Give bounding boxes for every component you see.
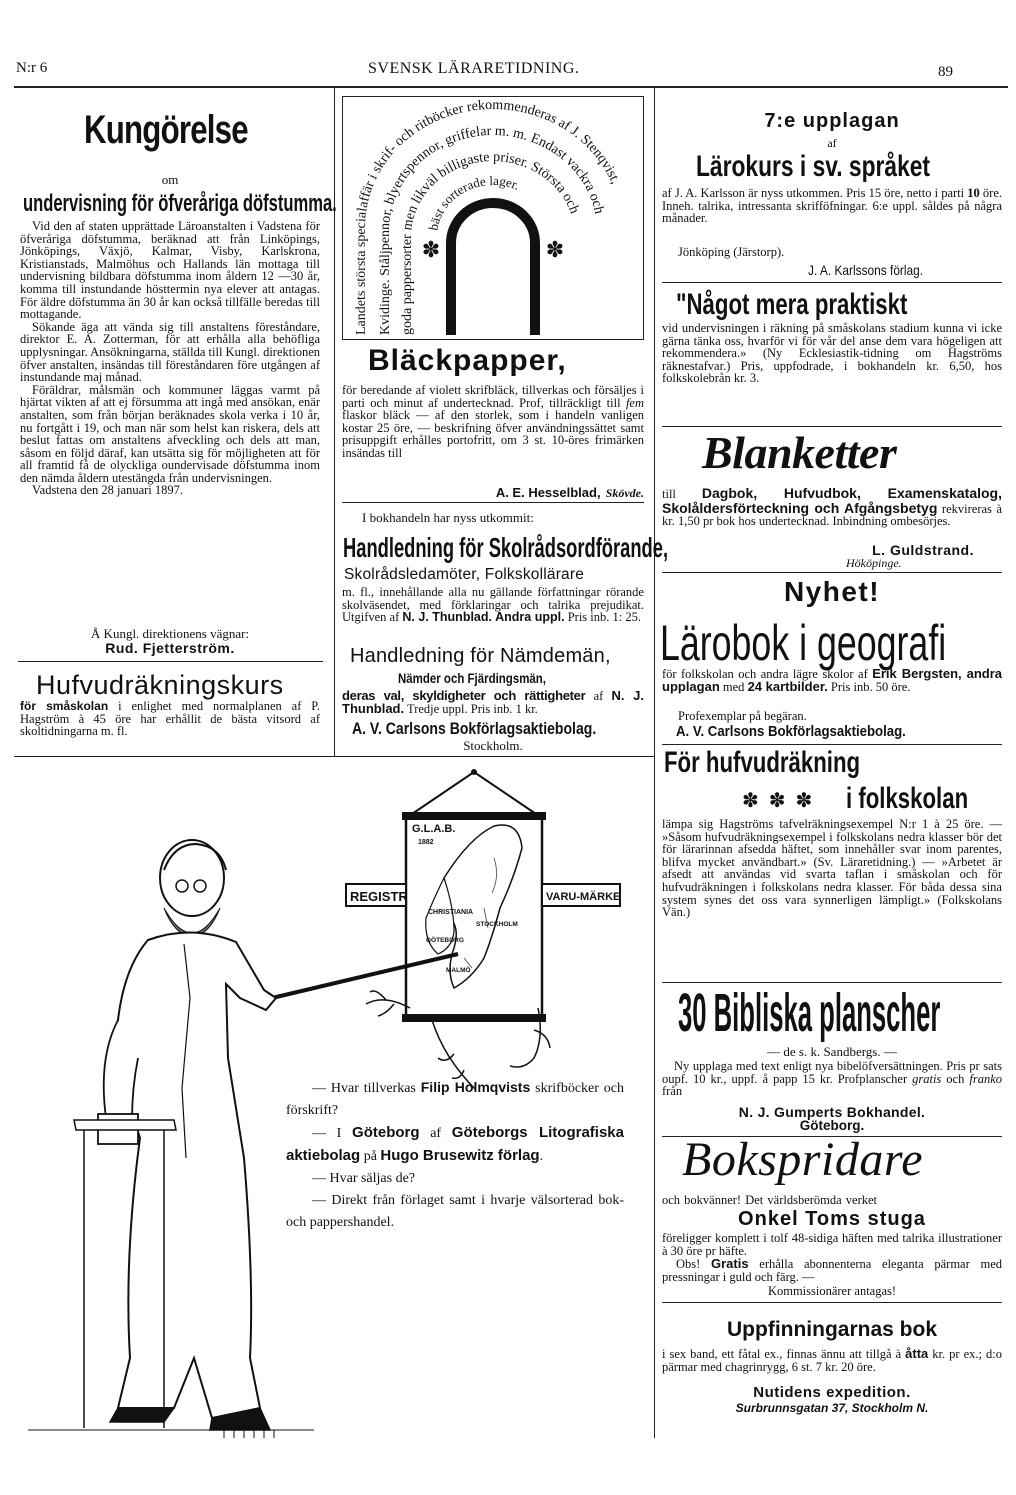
handledning-text-2 bbox=[342, 690, 644, 715]
uppfinningarnas-atta: åtta bbox=[905, 1346, 929, 1361]
kungorelse-paragraph-1: Vid den af staten upprättade Läroanstalten i Vadstena för öfveråriga döfstumma, beräknad att från Linköpings, Jönköpings, Växjö, Kalmar, Visby, Karlskrona, Kristianstads, Malmöhus och Hallands län mottaga till undervisning bildbara döfstumma inom åldern 12 —30 år, komma till instundande hösttermin nya elever att antagas. För äldre döfstumma än 30 år kan också tillfälle beredas till mottagande. bbox=[20, 219, 320, 322]
kungorelse-rule bbox=[18, 661, 323, 662]
dialogue-q1-name: Filip Holmqvists bbox=[420, 1079, 531, 1095]
hufvudrakningskurs-rest: i enlighet med normalplanen af P. Hagström à 45 öre har erhållit de bästa vitsord af skoltidningarna m. fl. bbox=[20, 699, 320, 739]
dialogue-q1: — Hvar tillverkas bbox=[312, 1081, 421, 1096]
bibliska-body: Ny upplaga med text enligt nya bibelöfversättningen. Pris pr sats oupf. 10 kr., uppf. å papp 15 kr. Profplanscher bbox=[662, 1059, 1002, 1086]
kungorelse-om: om bbox=[161, 172, 179, 187]
kungorelse-paragraph-2: Sökande äga att vända sig till anstaltens föreståndare, direktor E. A. Zotterman, för att erhålla alla behöfliga upplysningar. Ansökningarna, ställda till Kungl. direktionen öfver anstalten, insändas till föreståndaren före utgången af instundande maj månad. bbox=[20, 319, 320, 385]
blanketter-text bbox=[662, 486, 1002, 528]
nail bbox=[471, 769, 477, 775]
dialogue-a1-pa: på bbox=[360, 1149, 381, 1164]
blackpapper-signature bbox=[342, 482, 644, 501]
hufvudrakning-text: lämpa sig Hagströms tafvelräkningsexempel N:r 1 à 25 öre. — »Såsom hufvudräkningsexempel i folkskolans nedra klasser bör det för lärarinnan afsedda häftet, som innehåller svar inom parentes, blifva mycket användbart.» (Sv. Läraretidning.) — »Arbetet är afsedt att användas vid svarta taflan i småskolan och för hufvudräkningen i folkskolans nedra klasser. För båda dessa sina system synes det oss vara synnerligen lämpligt.» (Folkskolans Vän.) bbox=[662, 817, 1002, 920]
board-year: 1882 bbox=[418, 839, 434, 846]
larokurs-netto: 10 bbox=[967, 186, 980, 200]
handledning-title-2: Handledning för Nämdemän, bbox=[350, 645, 611, 667]
map-label-stockholm: STOCKHOLM bbox=[476, 921, 518, 928]
dialogue-a1: — I bbox=[312, 1126, 353, 1141]
dialogue-a1-company: Göteborgs Litografiska aktiebolag bbox=[286, 1124, 624, 1164]
bibliska-text bbox=[662, 1060, 1002, 1098]
map-label-malmo: MALMÖ bbox=[446, 967, 471, 974]
nyhet-title: Nyhet! bbox=[783, 576, 881, 607]
kungorelse-signer: Rud. Fjetterström. bbox=[105, 640, 235, 656]
dialogue-q1-rest: skrifböcker och förskrift? bbox=[286, 1081, 625, 1118]
blackpapper-text bbox=[342, 384, 644, 460]
bokspridare-gratis: Gratis bbox=[711, 1256, 749, 1271]
bibliska-city: Göteborg. bbox=[799, 1118, 865, 1133]
teacher-shoes bbox=[110, 1408, 270, 1430]
nyhet-body-2: med bbox=[719, 679, 748, 694]
blackpapper-signer: A. E. Hesselblad, bbox=[495, 485, 601, 500]
larokurs-rule bbox=[662, 282, 1002, 283]
bokspridare-text-2: föreligger komplett i tolf 48-sidiga häften med talrika illustrationer à 30 öre pr häfte. bbox=[662, 1231, 1002, 1258]
arch-text-center: bäst sorterade lager. bbox=[425, 172, 522, 232]
map-rod-bottom bbox=[402, 1014, 546, 1022]
blanketter-pre: till bbox=[662, 487, 702, 501]
column-rule-2 bbox=[654, 88, 655, 1438]
bibliska-franko: franko bbox=[969, 1071, 1002, 1086]
handledning-text-2c: Tredje uppl. Pris inb. 1 kr. bbox=[404, 701, 538, 716]
bibliska-fran: från bbox=[662, 1084, 683, 1099]
larokurs-text bbox=[662, 187, 1002, 225]
larokurs-publisher: J. A. Karlssons förlag. bbox=[808, 262, 924, 278]
kungorelse-paragraph-3: Föräldrar, målsmän och kommuner läggas varmt på hjärtat vikten af att ej försumma att ingå med ansökan, enär anstalten, som från början beräknades skola verka i 10 år, nu fortgått i 19, och man när som helst kan riskera, dels att beslut fattas om anstaltens afveckling och dels att man, såsom en följd däraf, kan utsätta sig för möjligheten att för all framtid få de olyckliga oundervisade döfstumma inom den nämda åldern utestängda från undervisningen. bbox=[20, 382, 320, 485]
uppfinningarnas-publisher: Nutidens expedition. bbox=[753, 1384, 911, 1401]
dialogue-a1-owner: Hugo Brusewitz förlag bbox=[380, 1147, 540, 1164]
flower-ornament-right-icon: ✽ bbox=[545, 238, 565, 263]
dialogue-a1-city: Göteborg bbox=[352, 1124, 420, 1141]
blanketter-place: Hököpinge. bbox=[846, 556, 902, 570]
bokspridare-text-1: och bokvänner! Det världsberömda verket bbox=[662, 1193, 878, 1207]
map-label-goteborg: GÖTEBORG bbox=[426, 937, 464, 944]
arch-ad-svg bbox=[343, 97, 643, 339]
hufvudrakningskurs-text bbox=[20, 700, 320, 738]
blanketter-rest: rekvireras à kr. 1,50 pr bok hos undertecknad. Inbindning ombesörjes. bbox=[662, 501, 1002, 529]
blackpapper-place: Skövde. bbox=[605, 486, 644, 500]
star-ornament-icon: ✽ bbox=[742, 788, 769, 812]
arch-ad-frame bbox=[342, 96, 644, 340]
journal-title: SVENSK LÄRARETIDNING. bbox=[368, 60, 580, 77]
handledning-text bbox=[342, 586, 644, 624]
board-title: G.L.A.B. bbox=[412, 823, 456, 835]
bokspridare-obs: Obs! bbox=[676, 1257, 712, 1271]
star-ornament-icon: ✽ bbox=[795, 788, 823, 812]
blanketter-rule bbox=[662, 572, 1002, 573]
hufvudrakning-title: För hufvudräkning bbox=[664, 746, 861, 779]
page-number: 89 bbox=[938, 64, 953, 80]
blackpapper-rule bbox=[342, 502, 644, 503]
nyhet-body: för folkskolan och andra lägre skolor af bbox=[662, 667, 873, 681]
nyhet-book: Lärobok i geografi bbox=[660, 615, 947, 671]
uppfinningarnas-address: Surbrunnsgatan 37, Stockholm N. bbox=[735, 1401, 929, 1415]
handledning-price: Pris inb. 1: 25. bbox=[564, 610, 641, 625]
uppfinningarnas-body-2: kr. pr ex.; d:o pärmar med chagrinrygg, 6 st. 7 kr. 20 öre. bbox=[662, 1347, 1002, 1374]
larokurs-body: af J. A. Karlsson är nyss utkommen. Pris 15 öre, netto i parti bbox=[662, 186, 968, 200]
handledning-author: N. J. Thunblad. bbox=[402, 610, 492, 625]
blanketter-signer: L. Guldstrand. bbox=[872, 542, 974, 558]
nyhet-author: Erik Bergsten, andra upplagan bbox=[662, 666, 1002, 694]
branch-left bbox=[366, 991, 410, 1016]
handledning-subtitle: Skolrådsledamöter, Folkskollärare bbox=[344, 566, 585, 583]
handledning-body: m. fl., innehållande alla nu gällande författningar rörande skolväsendet, med förklaringar och talrika prejudikat. Utgifven af bbox=[342, 585, 644, 625]
sign-left-text: REGISTR bbox=[350, 889, 408, 904]
dialogue-question-2: — Hvar säljas de? bbox=[312, 1171, 416, 1186]
bibliska-title: 30 Bibliska planscher bbox=[678, 983, 941, 1043]
arch-text-inner: goda pappersorter men likväl billigaste priser. Största och bbox=[399, 149, 582, 335]
bokspridare-wanted: Kommissionärer antagas! bbox=[767, 1284, 897, 1298]
hufvudrakningskurs-bold: för småskolan bbox=[20, 699, 109, 713]
arch-text-middle: Kvidinge. Ståljpennor, blyertspennor, griffelar m. m. Endast vackra och bbox=[377, 123, 607, 335]
dialogue-a1-mid: af bbox=[419, 1126, 452, 1141]
header-rule bbox=[14, 86, 1008, 88]
bokspridare-text-3 bbox=[662, 1258, 1002, 1283]
dialogue-question-1 bbox=[286, 1076, 624, 1122]
bibliska-publisher: N. J. Gumperts Bokhandel. bbox=[738, 1104, 926, 1120]
blanketter-title: Blanketter bbox=[702, 427, 897, 478]
handledning-author-2: N. J. Thunblad. bbox=[342, 688, 644, 716]
dialogue bbox=[286, 1076, 624, 1234]
dialogue-answer-1: — I Göteborg af Göteborgs Litografiska aktiebolag på Hugo Brusewitz förlag. bbox=[286, 1124, 624, 1164]
illustration bbox=[14, 758, 654, 1438]
handledning-edition: Andra uppl. bbox=[495, 610, 565, 625]
handledning-subtitle-2: Nämder och Fjärdingsmän, bbox=[398, 670, 546, 686]
sign-right-text: VARU-MÄRKE bbox=[546, 891, 621, 903]
kungorelse-text bbox=[20, 220, 320, 497]
column-rule-1 bbox=[334, 88, 335, 756]
flower-ornament-left-icon: ✽ bbox=[421, 238, 441, 263]
dialogue-answer-2: — Direkt från förlaget samt i hvarje välsorterad bok- och pappershandel. bbox=[286, 1193, 624, 1230]
map-label-christiania: CHRISTIANIA bbox=[428, 909, 474, 916]
floor-hatching bbox=[224, 1430, 274, 1438]
blanketter-items: Dagbok, Hufvudbok, Examenskatalog, Skolåldersförteckning och Afgångsbetyg bbox=[662, 485, 1002, 516]
nyhet-maps: 24 kartbilder. bbox=[747, 678, 828, 694]
blackpapper-italic: fem bbox=[625, 395, 644, 410]
nyhet-text bbox=[662, 668, 1002, 693]
blackpapper-body-2: flaskor bläck — af den storlek, som i handeln vanligen kostar 25 öre, — beskrifning öfver användningssättet samt prisuppgift erhålles portofritt, om 3 st. 10-öres frimärken insändas till bbox=[342, 408, 644, 460]
larokurs-body-2: öre. Inneh. talrika, intressanta skrifföfningar. 6:e uppl. såldes på några månader. bbox=[662, 186, 1002, 226]
kungorelse-date: Vadstena den 28 januari 1897. bbox=[32, 483, 184, 498]
larokurs-af: af bbox=[827, 136, 837, 150]
bokspridare-title: Bokspridare bbox=[682, 1133, 924, 1186]
hufvudrakning-ornaments bbox=[742, 788, 822, 812]
hanging-cord bbox=[409, 772, 539, 816]
bokspridare-rule bbox=[662, 1302, 1002, 1303]
teacher-coat bbox=[117, 932, 276, 1418]
larokurs-place: Jönköping (Järstorp). bbox=[678, 245, 785, 259]
arch-text-outer: Landets största specialaffär i skrif- och ritböcker rekommenderas af J. Stenqvist, bbox=[353, 97, 623, 335]
uppfinningarnas-text bbox=[662, 1348, 1002, 1373]
nyhet-rule bbox=[662, 744, 1002, 745]
handledning-publisher: A. V. Carlsons Bokförlagsaktiebolag. bbox=[352, 720, 597, 738]
kungorelse-signoff: Å Kungl. direktionens vägnar: bbox=[90, 626, 250, 641]
blackpapper-title: Bläckpapper, bbox=[368, 344, 567, 377]
illustration-top-rule bbox=[14, 756, 654, 757]
kungorelse-subtitle: undervisning för öfveråriga döfstumma. bbox=[23, 190, 337, 217]
handledning-city: Stockholm. bbox=[463, 738, 523, 753]
larokurs-edition: 7:e upplagan bbox=[764, 110, 900, 132]
arch-shape bbox=[451, 203, 535, 335]
larokurs-title: Lärokurs i sv. språket bbox=[696, 150, 931, 183]
praktiskt-title: "Något mera praktiskt bbox=[676, 288, 908, 321]
handledning-title: Handledning för Skolrådsordförande, bbox=[343, 532, 669, 563]
blackpapper-body: för beredande af violett skrifbläck, tillverkas och försäljes i parti och minut af undertecknad. Prof, tillräckligt till bbox=[342, 383, 644, 410]
map-rod-top bbox=[402, 812, 546, 820]
praktiskt-text: vid undervisningen i räkning på småskolans stadium kunna vi icke gärna tänka oss, hvarför vi för vår del anse dem vara högeligen att rekommendera.» (Ny Ecklesiastik-tidning om Hagströms räknestafvar.) Pris, uppfodrade, i bokhandeln kr. 6,50, hos folkskolebrån kr. 3. bbox=[662, 321, 1002, 386]
nyhet-price: Pris inb. 50 öre. bbox=[827, 679, 911, 694]
nyhet-sample: Profexemplar på begäran. bbox=[678, 709, 807, 723]
desk-top bbox=[74, 1120, 176, 1130]
handledning-text-2b: af bbox=[585, 689, 612, 703]
star-ornament-icon: ✽ bbox=[768, 788, 796, 812]
hufvudrakningskurs-title: Hufvudräkningskurs bbox=[36, 670, 284, 700]
nyhet-publisher: A. V. Carlsons Bokförlagsaktiebolag. bbox=[676, 723, 906, 740]
uppfinningarnas-title: Uppfinningarnas bok bbox=[727, 1318, 937, 1341]
handledning-intro: I bokhandeln har nyss utkommit: bbox=[362, 510, 534, 525]
bibliska-sub: — de s. k. Sandbergs. — bbox=[767, 1044, 897, 1059]
handledning-text-2a: deras val, skyldigheter och rättigheter bbox=[342, 688, 586, 703]
kungorelse-title: Kungörelse bbox=[84, 108, 248, 152]
bokspridare-work: Onkel Toms stuga bbox=[738, 1208, 926, 1230]
hufvudrakning-subtitle: i folkskolan bbox=[846, 782, 969, 815]
uppfinningarnas-body: i sex band, ett fåtal ex., finnas ännu att tillgå à bbox=[662, 1347, 906, 1361]
issue-number: N:r 6 bbox=[16, 60, 48, 76]
bibliska-och: och bbox=[941, 1071, 970, 1086]
bokspridare-body: erhålla abonnenterna eleganta pärmar med pressningar i guld och färg. — bbox=[662, 1257, 1002, 1284]
bibliska-gratis: gratis bbox=[912, 1071, 942, 1086]
